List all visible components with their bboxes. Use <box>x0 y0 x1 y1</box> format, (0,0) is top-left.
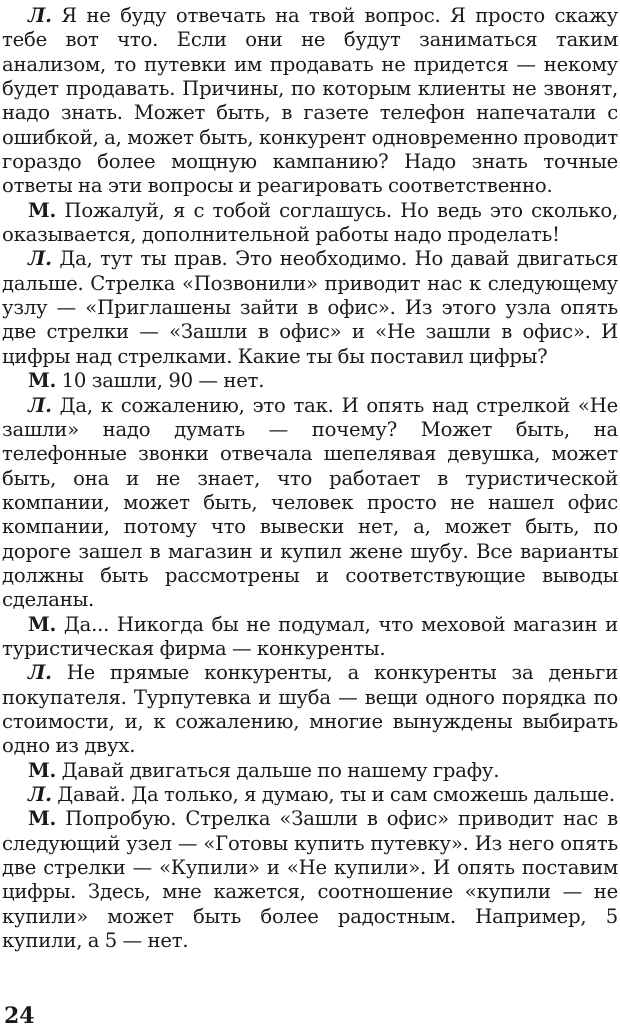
paragraph-text: Я не буду отвечать на твой вопрос. Я просто скажу тебе вот что. Если они не будут заниматься таким анализом, то путевки им продавать не придется — некому будет продавать. Причины, по которым клиенты не звонят, надо знать. Может быть, в газете телефон напечатали с ошибкой, а, может быть, конкурент одновременно проводит гораздо более мощную кампанию? Надо знать точные ответы на эти вопросы и реагировать соответственно. <box>2 4 618 198</box>
dialogue-paragraph <box>2 807 618 953</box>
paragraph-text: Да, к сожалению, это так. И опять над стрелкой «Не зашли» надо думать — почему? Может быть, на телефонные звонки отвечала шепелявая девушка, может быть, она и не знает, что работает в туристической компании, может быть, человек просто не нашел офис компании, потому что вывески нет, а, может быть, по дороге зашел в магазин и купил жене шубу. Все варианты должны быть рассмотрены и соответствующие выводы сделаны. <box>2 393 618 612</box>
paragraph-text: Не прямые конкуренты, а конкуренты за деньги покупателя. Турпутевка и шуба — вещи одного порядка по стоимости, и, к сожалению, многие вынуждены выбирать одно из двух. <box>2 661 618 758</box>
speaker-label: М. <box>28 369 57 393</box>
speaker-label: Л. <box>28 783 52 806</box>
dialogue-paragraph <box>2 613 618 662</box>
speaker-label: Л. <box>28 4 52 27</box>
paragraph-text: Давай двигаться дальше по нашему графу. <box>56 758 500 782</box>
speaker-label: Л. <box>28 393 52 417</box>
dialogue-paragraph <box>2 369 618 393</box>
paragraph-text: Да, тут ты прав. Это необходимо. Но давай двигаться дальше. Стрелка «Позвонили» приводит нас к следующему узлу — «Приглашены зайти в офис». Из этого узла опять две стрелки — «Зашли в офис» и «Не зашли в офис». И цифры над стрелками. Какие ты бы поставил цифры? <box>2 247 618 368</box>
speaker-label: Л. <box>28 247 52 271</box>
speaker-label: М. <box>28 198 57 222</box>
speaker-label: Л. <box>28 661 52 685</box>
speaker-label: М. <box>28 612 57 636</box>
dialogue-paragraph <box>2 661 618 758</box>
paragraph-text: Да... Никогда бы не подумал, что меховой магазин и туристическая фирма — конкуренты. <box>2 612 618 660</box>
paragraph-text: Попробую. Стрелка «Зашли в офис» приводит нас в следующий узел — «Готовы купить путевку». Из него опять две стрелки — «Купили» и «Не купили». И опять поставим цифры. Здесь, мне кажется, соотношение «купили — не купили» может быть более радостным. Например, 5 купили, а 5 — нет. <box>2 807 618 953</box>
dialogue-paragraph <box>2 247 618 369</box>
page-number: 24 <box>4 1003 35 1029</box>
dialogue-paragraph <box>2 783 618 807</box>
paragraph-text: Пожалуй, я с тобой соглашусь. Но ведь это сколько, оказывается, дополнительной работы надо проделать! <box>2 198 618 247</box>
dialogue-text <box>2 4 618 953</box>
paragraph-text: 10 зашли, 90 — нет. <box>56 369 265 393</box>
speaker-label: М. <box>28 807 57 831</box>
speaker-label: М. <box>28 758 57 782</box>
paragraph-text: Давай. Да только, я думаю, ты и сам сможешь дальше. <box>51 783 615 806</box>
dialogue-paragraph <box>2 759 618 783</box>
book-page <box>2 0 618 1033</box>
dialogue-paragraph <box>2 394 618 613</box>
dialogue-paragraph <box>2 199 618 248</box>
dialogue-paragraph <box>2 4 618 199</box>
